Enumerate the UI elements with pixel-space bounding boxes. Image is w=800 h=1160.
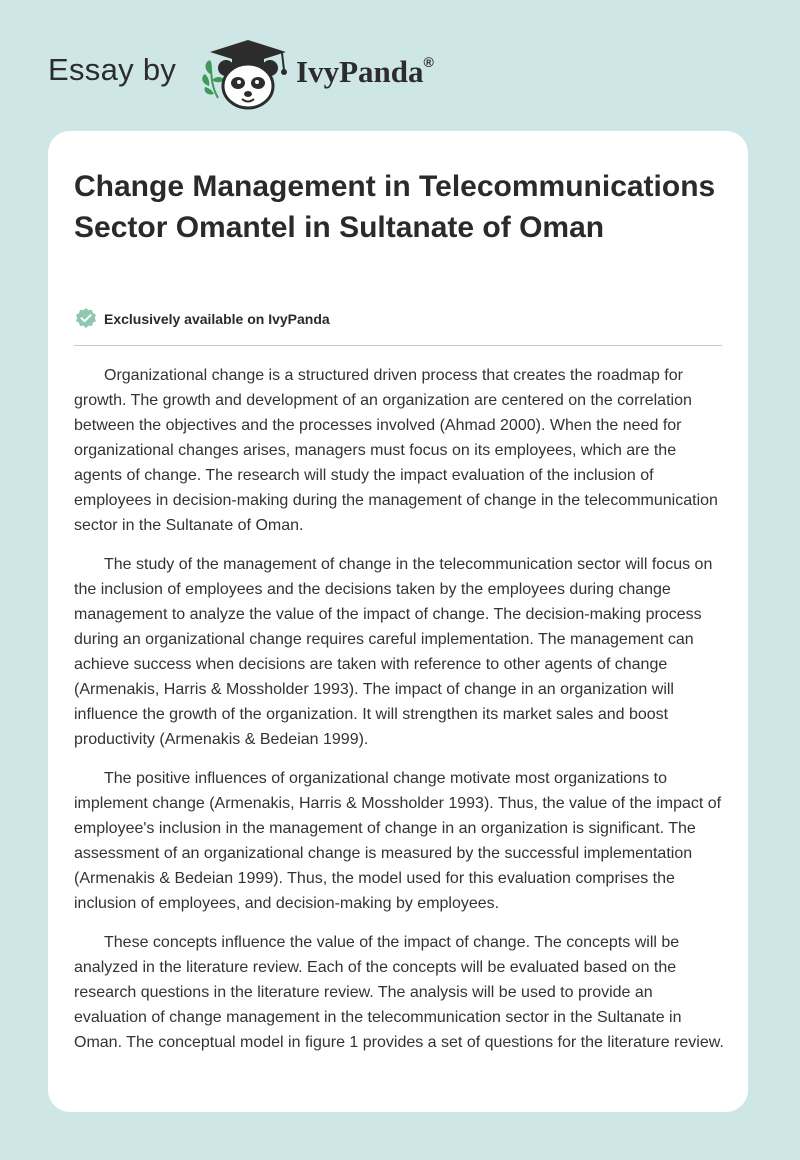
divider [74,345,722,346]
essay-title: Change Management in Telecommunications Sector Omantel in Sultanate of Oman [74,170,716,244]
essay-body [74,363,724,1069]
brand-name-text: IvyPanda [296,54,424,89]
site-header [0,0,800,130]
exclusive-label: Exclusively available on IvyPanda [104,311,330,327]
paragraph: Organizational change is a structured driven process that creates the roadmap for growth. The growth and development of an organization are centered on the correlation between the objectives and the processes involved (Ahmad 2000). When the need for organizational changes arises, managers must focus on its employees, which are the agents of change. The research will study the impact evaluation of the inclusion of employees in decision-making during the management of change in the telecommunication sector in the Sultanate of Oman. [74,367,718,534]
paragraph: The positive influences of organizational change motivate most organizations to implement change (Armenakis, Harris & Mossholder 1993). Thus, the value of the impact of employee's inclusion in the management of change in an organization is significant. The assessment of an organizational change is measured by the successful implementation (Armenakis & Bedeian 1999). Thus, the model used for this evaluation comprises the inclusion of employees, and decision-making by employees. [74,770,722,912]
brand-name[interactable] [296,54,434,90]
exclusive-badge [74,307,330,331]
paragraph: The study of the management of change in the telecommunication sector will focus on the inclusion of employees and the decisions taken by the employees during change management to analyze the value of the impact of change. The decision-making process during an organizational change requires careful implementation. The management can achieve success when decisions are taken with reference to other agents of change (Armenakis, Harris & Mossholder 1993). The impact of change in an organization will influence the growth of the organization. It will strengthen its market sales and boost productivity (Armenakis & Bedeian 1999). [74,556,713,748]
check-badge-icon [74,307,98,331]
paragraph: These concepts influence the value of the impact of change. The concepts will be analyzed in the literature review. Each of the concepts will be evaluated based on the research questions in the literature review. The analysis will be used to provide an evaluation of change management in the telecommunication sector in the Sultanate in Oman. The conceptual model in figure 1 provides a set of questions for the literature review. [74,934,724,1051]
essay-by-label: Essay by [48,52,177,87]
panda-graduate-logo-icon[interactable] [198,36,294,112]
registered-mark: ® [423,53,434,70]
essay-card [48,131,748,1112]
